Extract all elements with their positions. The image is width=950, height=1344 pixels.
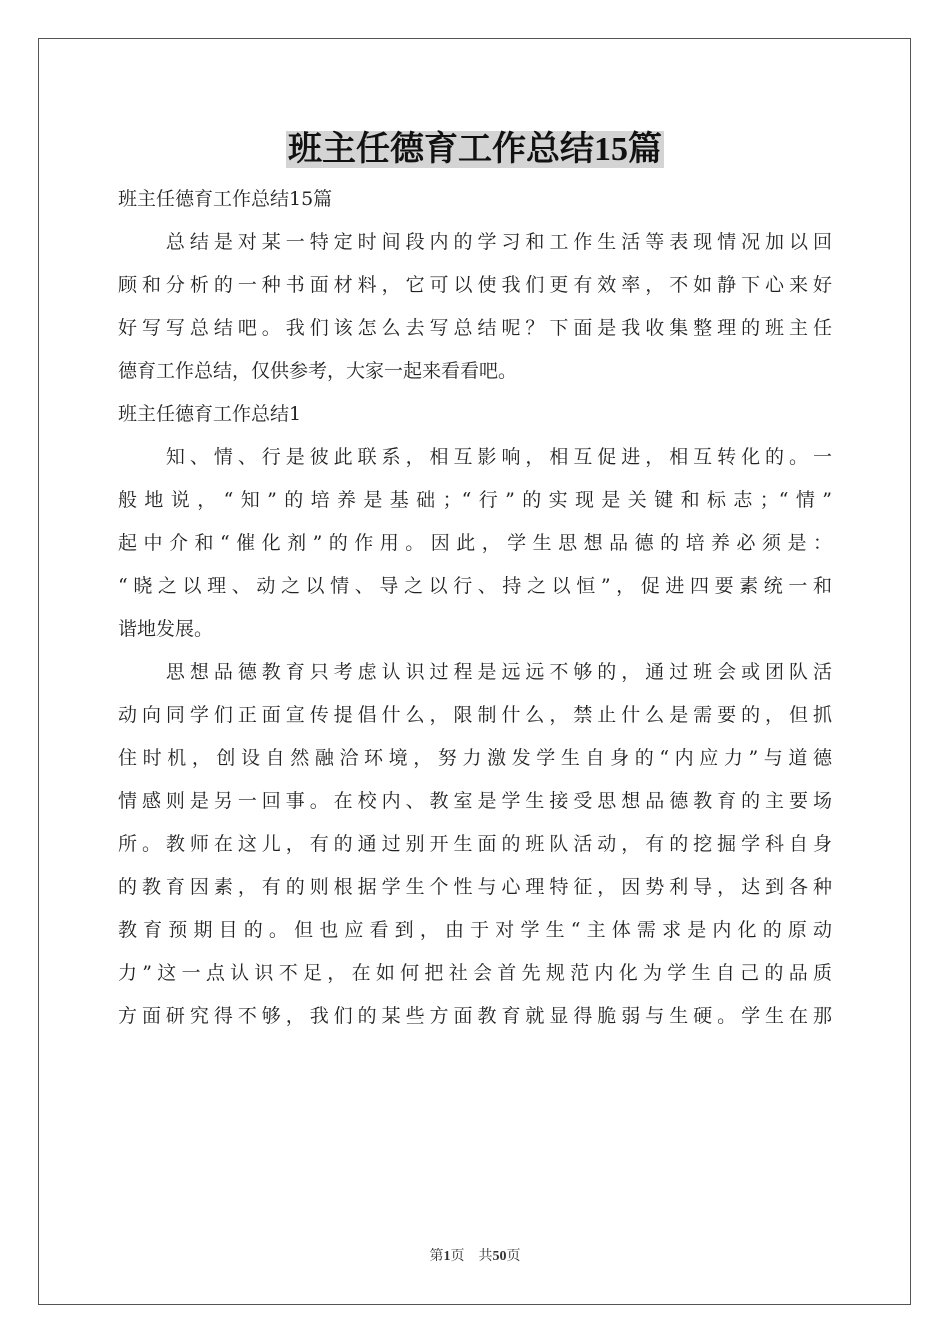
text-line: 总结是对某一特定时间段内的学习和工作生活等表现情况加以回 [118,231,832,253]
footer-prefix: 第 [429,1249,444,1264]
text-line: 教育预期目的。但也应看到，由于对学生“主体需求是内化的原动 [118,919,832,941]
text-line: 谐地发展。 [118,618,214,640]
text-line: 般地说，“知”的培养是基础；“行”的实现是关键和标志；“情” [118,489,832,511]
text-line: 德育工作总结，仅供参考，大家一起来看看吧。 [118,360,518,382]
document-body [118,178,832,1038]
footer-total-pages: 50 [492,1249,507,1264]
document-title [0,122,950,178]
text-line: 思想品德教育只考虑认识过程是远远不够的，通过班会或团队活 [118,661,832,683]
text-line: 的教育因素，有的则根据学生个性与心理特征，因势利导，达到各种 [118,876,832,898]
text-line: 力”这一点认识不足，在如何把社会首先规范内化为学生自己的品质 [118,962,832,984]
footer-page-number: 1 [443,1249,451,1264]
footer-middle: 页 共 [450,1249,493,1264]
text-line: 班主任德育工作总结1 [118,403,302,425]
text-line: 知、情、行是彼此联系，相互影响，相互促进，相互转化的。一 [118,446,832,468]
page-footer [0,1245,950,1265]
text-line: 情感则是另一回事。在校内、教室是学生接受思想品德教育的主要场 [118,790,832,812]
document-title-text: 班主任德育工作总结15篇 [288,131,662,168]
text-line: 班主任德育工作总结15篇 [118,188,333,210]
text-line: “晓之以理、动之以情、导之以行、持之以恒”，促进四要素统一和 [118,575,832,597]
text-line: 起中介和“催化剂”的作用。因此，学生思想品德的培养必须是： [118,532,832,554]
text-line: 住时机，创设自然融洽环境，努力激发学生自身的“内应力”与道德 [118,747,832,769]
footer-suffix: 页 [506,1249,521,1264]
text-line: 所。教师在这儿，有的通过别开生面的班队活动，有的挖掘学科自身 [118,833,832,855]
text-line: 好写写总结吧。我们该怎么去写总结呢？下面是我收集整理的班主任 [118,317,832,339]
text-line: 动向同学们正面宣传提倡什么，限制什么，禁止什么是需要的，但抓 [118,704,832,726]
text-line: 方面研究得不够，我们的某些方面教育就显得脆弱与生硬。学生在那 [118,1005,832,1027]
text-line: 顾和分析的一种书面材料，它可以使我们更有效率，不如静下心来好 [118,274,832,296]
